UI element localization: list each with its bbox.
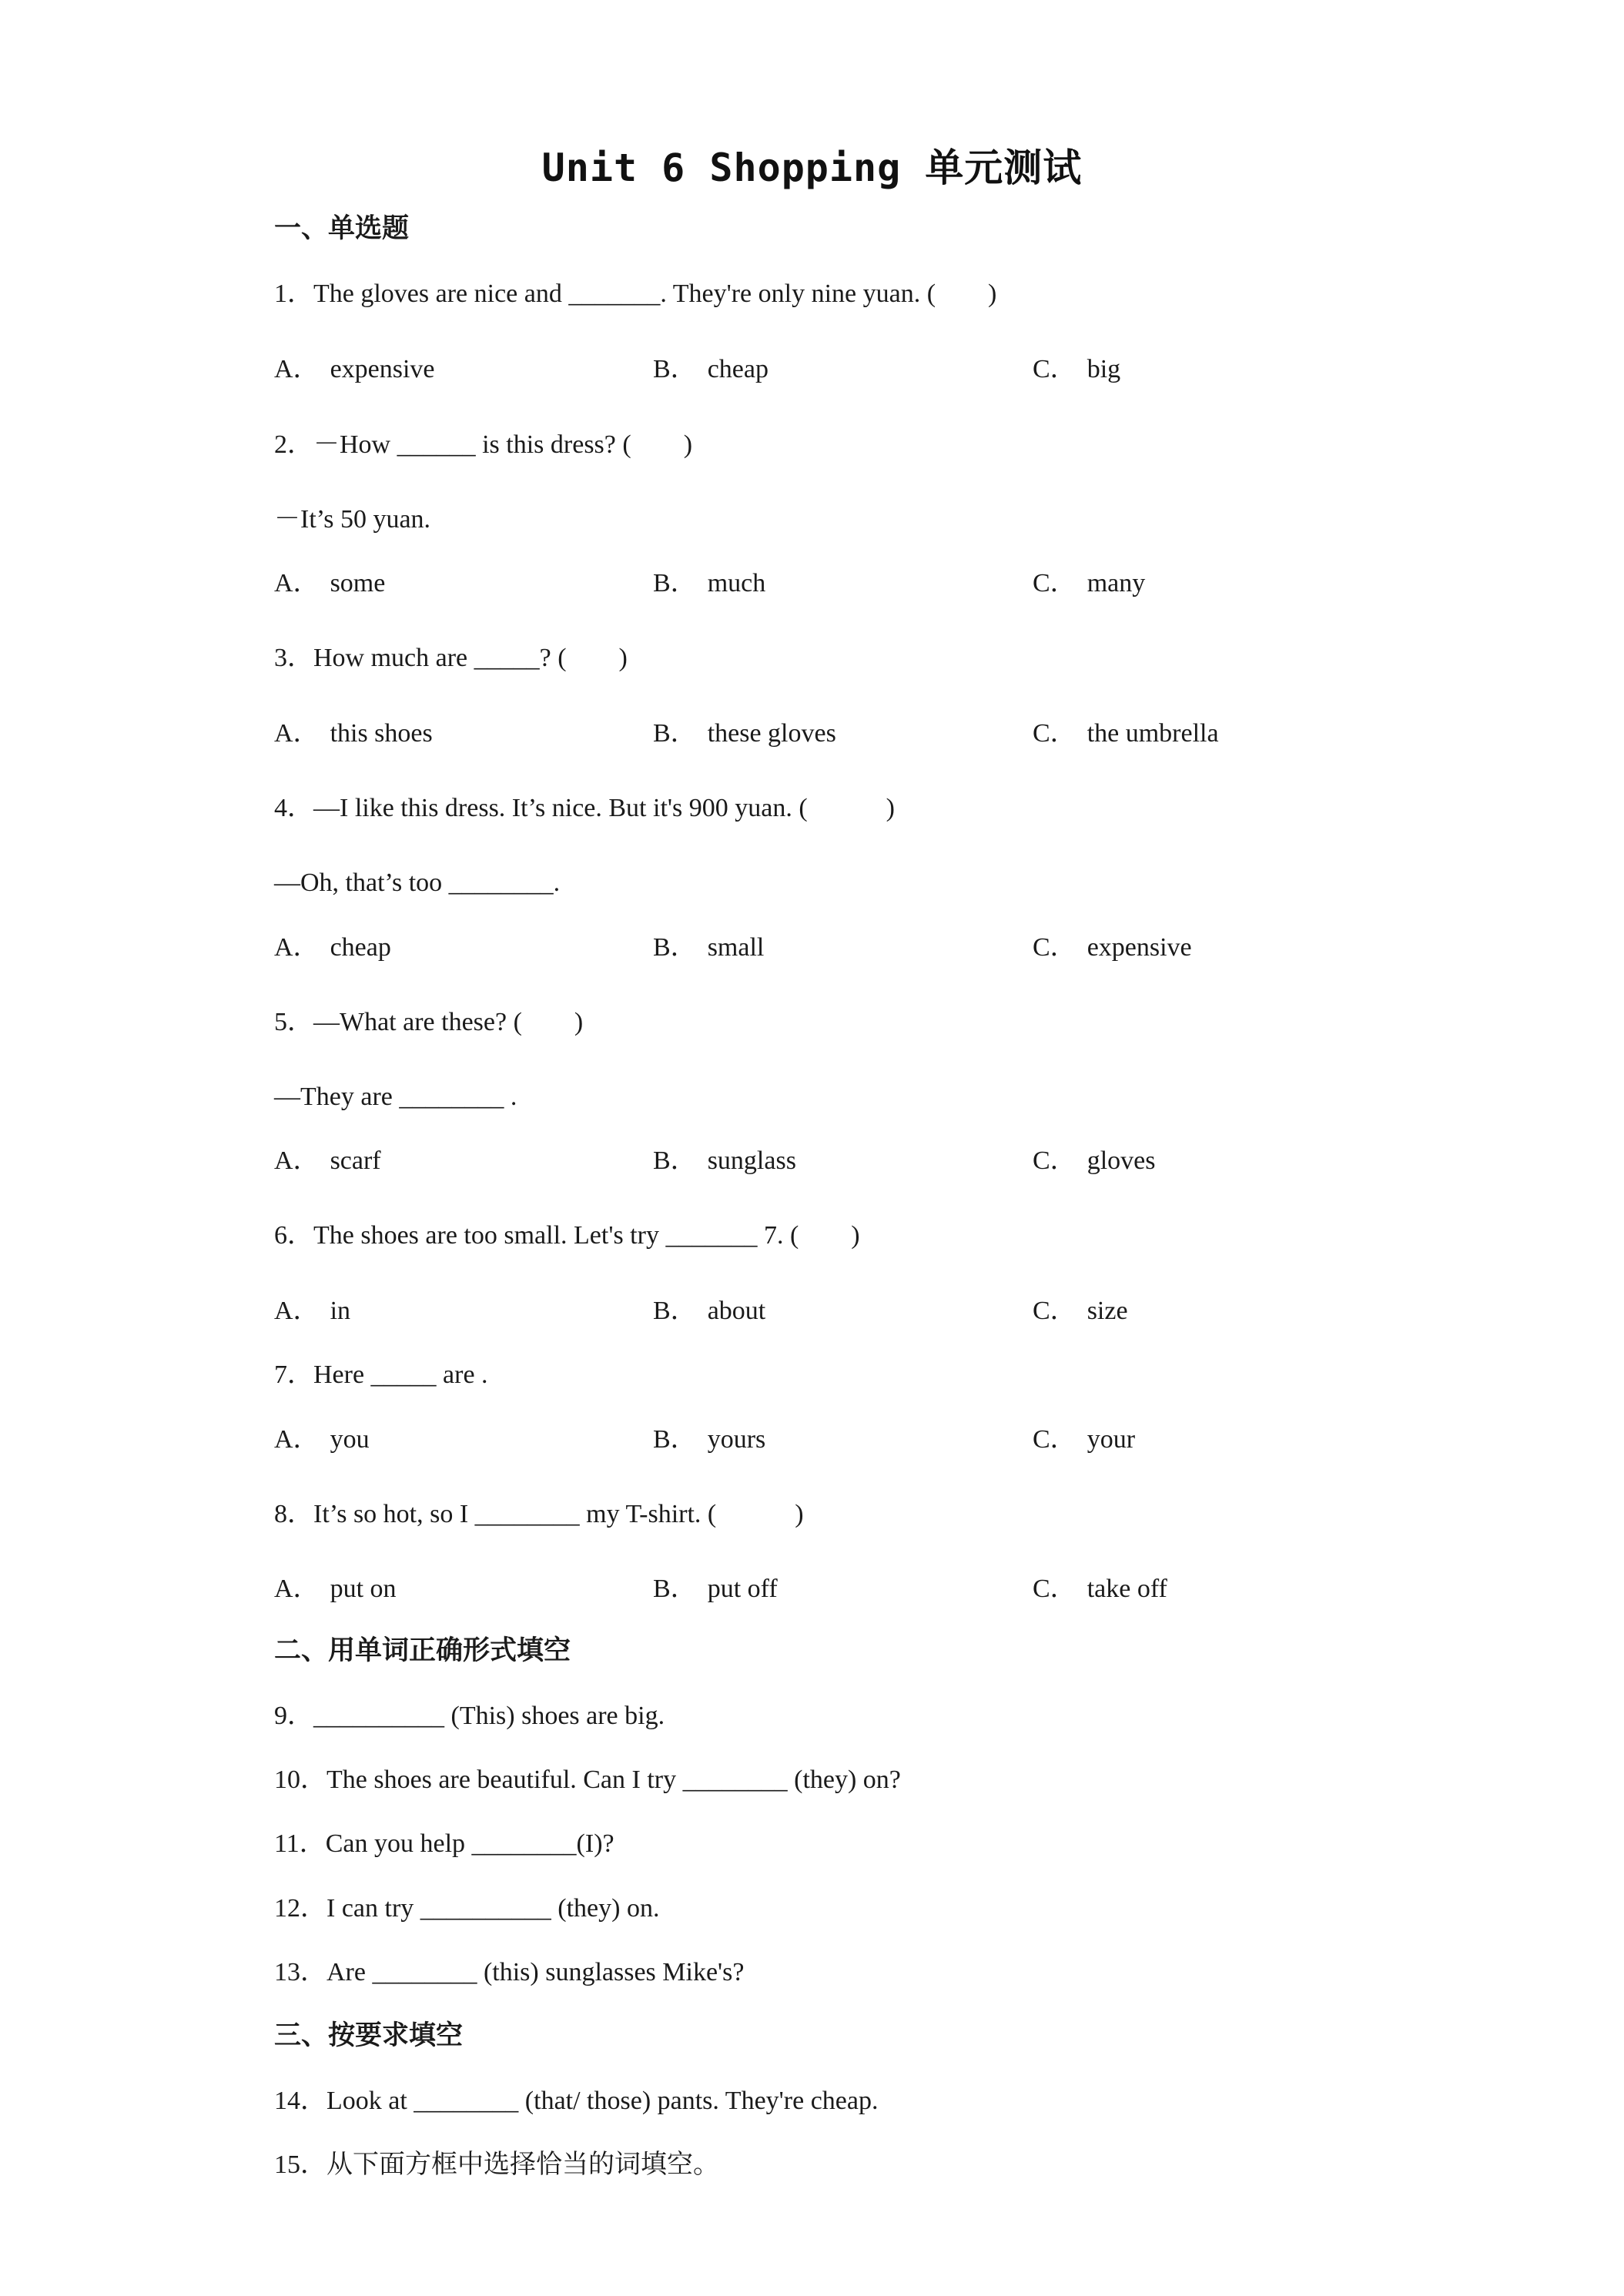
question-4: 4．—I like this dress. It’s nice. But it's 900 yuan. ( ) xyxy=(274,794,895,822)
option-letter: C． xyxy=(1033,1297,1077,1325)
option-letter: B． xyxy=(653,569,697,597)
question-2-option-c xyxy=(1033,568,1145,599)
question-2-option-a xyxy=(274,568,385,599)
question-5-option-a xyxy=(274,1146,381,1176)
option-letter: B． xyxy=(653,1425,697,1454)
question-10: 10．The shoes are beautiful. Can I try ________ (they) on? xyxy=(274,1766,901,1794)
option-text: your xyxy=(1087,1425,1136,1454)
question-1-option-c xyxy=(1033,354,1120,385)
question-3-option-c xyxy=(1033,718,1219,749)
question-7-option-a xyxy=(274,1424,370,1455)
option-text: big xyxy=(1087,355,1121,383)
question-15: 15．从下面方框中选择恰当的词填空。 xyxy=(274,2150,719,2179)
question-1: 1．The gloves are nice and _______. They're only nine yuan. ( ) xyxy=(274,279,997,308)
option-letter: A． xyxy=(274,1297,320,1325)
option-text: you xyxy=(330,1425,370,1454)
option-letter: B． xyxy=(653,1575,697,1603)
question-6-option-b xyxy=(653,1296,765,1327)
option-text: much xyxy=(707,569,766,597)
option-text: in xyxy=(330,1297,351,1325)
option-text: put on xyxy=(330,1575,397,1603)
question-6-option-a xyxy=(274,1296,350,1327)
option-letter: C． xyxy=(1033,1146,1077,1175)
section-heading-2: 二、用单词正确形式填空 xyxy=(274,1635,571,1666)
question-8-option-a xyxy=(274,1574,397,1605)
option-letter: A． xyxy=(274,1425,320,1454)
question-8-option-b xyxy=(653,1574,778,1605)
question-2-answer-line: －It’s 50 yuan. xyxy=(274,505,431,534)
option-letter: C． xyxy=(1033,569,1077,597)
option-letter: C． xyxy=(1033,933,1077,962)
option-letter: A． xyxy=(274,1575,320,1603)
question-5: 5．—What are these? ( ) xyxy=(274,1008,584,1036)
question-13: 13．Are ________ (this) sunglasses Mike's? xyxy=(274,1958,745,1986)
option-text: these gloves xyxy=(707,719,836,748)
section-heading-3: 三、按要求填空 xyxy=(274,2020,464,2051)
question-4-option-a xyxy=(274,932,391,963)
page-title: Unit 6 Shopping 单元测试 xyxy=(541,146,1083,190)
option-text: many xyxy=(1087,569,1146,597)
option-text: put off xyxy=(707,1575,778,1603)
option-text: expensive xyxy=(1087,933,1192,962)
question-3-option-b xyxy=(653,718,836,749)
question-8: 8．It’s so hot, so I ________ my T-shirt. ( ) xyxy=(274,1500,804,1528)
question-14: 14．Look at ________ (that/ those) pants. They're cheap. xyxy=(274,2087,879,2115)
option-text: sunglass xyxy=(707,1146,796,1175)
question-5-option-b xyxy=(653,1146,796,1176)
question-11: 11．Can you help ________(I)? xyxy=(274,1829,614,1858)
option-letter: C． xyxy=(1033,719,1077,748)
question-4-option-b xyxy=(653,932,764,963)
question-4-answer-line: —Oh, that’s too ________. xyxy=(274,869,561,897)
question-8-option-c xyxy=(1033,1574,1167,1605)
question-6: 6．The shoes are too small. Let's try _______ 7. ( ) xyxy=(274,1221,860,1250)
question-3: 3．How much are _____? ( ) xyxy=(274,644,628,672)
option-text: take off xyxy=(1087,1575,1167,1603)
option-letter: B． xyxy=(653,1146,697,1175)
option-letter: A． xyxy=(274,355,320,383)
question-12: 12．I can try __________ (they) on. xyxy=(274,1894,660,1923)
question-7: 7．Here _____ are . xyxy=(274,1361,488,1389)
option-text: gloves xyxy=(1087,1146,1156,1175)
option-text: expensive xyxy=(330,355,435,383)
question-5-option-c xyxy=(1033,1146,1155,1176)
option-text: the umbrella xyxy=(1087,719,1219,748)
section-heading-1: 一、单选题 xyxy=(274,213,410,244)
question-1-option-a xyxy=(274,354,435,385)
option-letter: A． xyxy=(274,569,320,597)
option-text: yours xyxy=(707,1425,766,1454)
question-9: 9．__________ (This) shoes are big. xyxy=(274,1702,665,1730)
question-3-option-a xyxy=(274,718,433,749)
question-7-option-c xyxy=(1033,1424,1135,1455)
option-letter: B． xyxy=(653,933,697,962)
option-text: scarf xyxy=(330,1146,381,1175)
question-2-option-b xyxy=(653,568,765,599)
option-text: size xyxy=(1087,1297,1128,1325)
option-letter: C． xyxy=(1033,355,1077,383)
option-text: small xyxy=(707,933,765,962)
question-1-option-b xyxy=(653,354,768,385)
option-letter: A． xyxy=(274,1146,320,1175)
option-letter: B． xyxy=(653,1297,697,1325)
option-letter: B． xyxy=(653,355,697,383)
question-7-option-b xyxy=(653,1424,765,1455)
question-2: 2．－How ______ is this dress? ( ) xyxy=(274,430,693,459)
option-letter: C． xyxy=(1033,1425,1077,1454)
option-letter: A． xyxy=(274,933,320,962)
option-text: about xyxy=(707,1297,766,1325)
option-text: cheap xyxy=(330,933,391,962)
option-letter: A． xyxy=(274,719,320,748)
question-4-option-c xyxy=(1033,932,1192,963)
question-6-option-c xyxy=(1033,1296,1128,1327)
option-text: some xyxy=(330,569,386,597)
option-text: cheap xyxy=(707,355,768,383)
option-text: this shoes xyxy=(330,719,433,748)
question-5-answer-line: —They are ________ . xyxy=(274,1083,517,1111)
option-letter: B． xyxy=(653,719,697,748)
option-letter: C． xyxy=(1033,1575,1077,1603)
